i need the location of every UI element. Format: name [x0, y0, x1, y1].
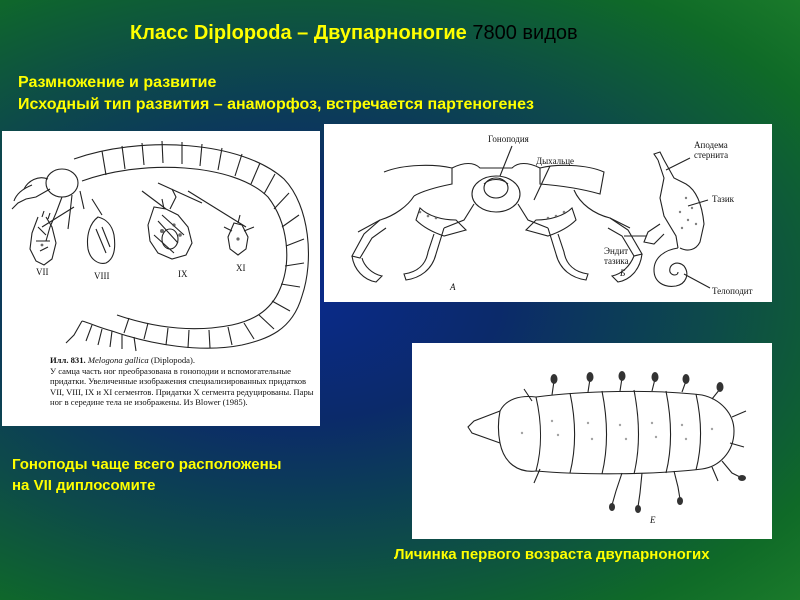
larva-note-text: Личинка первого возраста двупарноногих: [394, 546, 710, 563]
subtitle-line-2: Исходный тип развития – анаморфоз, встречается партеногенез: [18, 96, 534, 113]
label-apodeme-2: стернита: [694, 150, 729, 160]
label-vii: VII: [36, 267, 49, 277]
caption-number: Илл. 831.: [50, 355, 86, 365]
subtitle-line-1: Размножение и развитие: [18, 74, 217, 91]
label-viii: VIII: [94, 271, 110, 281]
label-e: Е: [650, 515, 656, 525]
figure-caption: [50, 355, 316, 408]
larva-drawing: [412, 343, 772, 539]
label-apodeme-1: Аподема: [694, 140, 728, 150]
gonopods-note-line-1: Гоноподы чаще всего расположены: [12, 456, 282, 473]
label-spiracle: Дыхальце: [536, 156, 575, 166]
larva-note: [394, 544, 710, 565]
label-telopod: Телоподит: [712, 286, 753, 296]
title-text: Класс Diplopoda – Двупарноногие: [130, 22, 467, 44]
caption-group: (Diplopoda).: [150, 355, 196, 365]
figure-larva: [412, 343, 772, 539]
species-count: 7800 видов: [472, 22, 578, 44]
caption-body: У самца часть ног преобразована в гоноподии и вспомогательные придатки. Увеличенные изображения специализированных придатков VII, VIII, IX и XI сегментов. Придатки X сегмента редуцированы. Пары ног в середине тела не изображены. Из Blower (1985).: [50, 365, 314, 408]
subtitle-block: [18, 72, 534, 116]
gonopods-note-line-2: на VII диплосомите: [12, 477, 156, 494]
label-endite-2: тазика: [604, 256, 629, 266]
slide-title: [130, 22, 730, 45]
label-endite-1: Эндит: [604, 246, 629, 256]
label-xi: XI: [236, 263, 246, 273]
label-coxa: Тазик: [712, 194, 735, 204]
label-b: Б: [620, 268, 626, 278]
figure-melogona: [2, 131, 320, 426]
gonopods-note: [12, 454, 281, 496]
caption-species: Melogona gallica: [87, 355, 149, 365]
label-gonopod: Гоноподия: [488, 134, 529, 144]
figure-gonopods: [324, 124, 772, 302]
label-ix: IX: [178, 269, 188, 279]
label-a: А: [450, 282, 456, 292]
gonopod-drawing: [324, 124, 772, 302]
